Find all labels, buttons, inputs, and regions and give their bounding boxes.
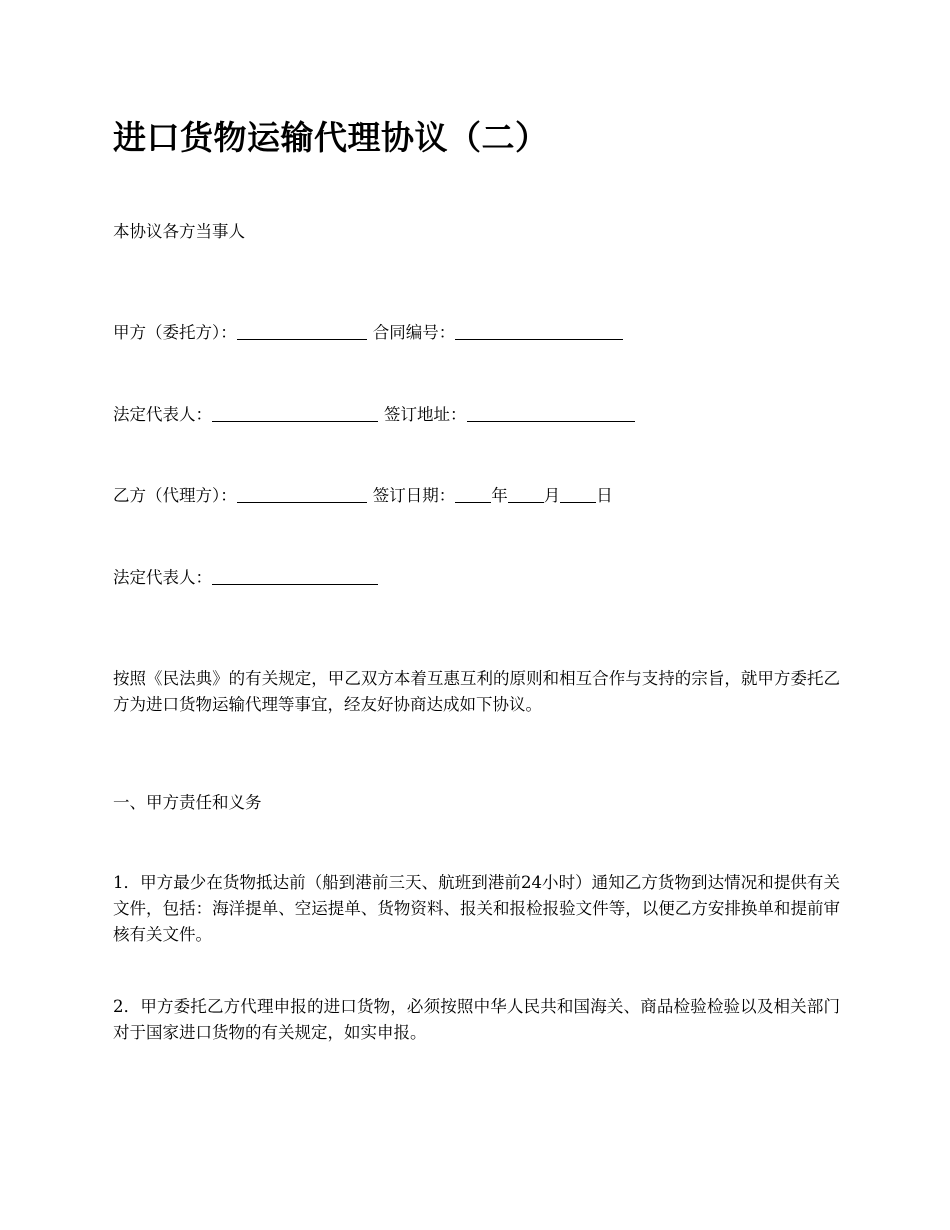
legal-rep-a-blank[interactable] <box>212 404 378 422</box>
contract-no-blank[interactable] <box>455 322 623 340</box>
clause-1-paragraph: 1．甲方最少在货物抵达前（船到港前三天、航班到港前24小时）通知乙方货物到达情况和提供有关文件，包括：海洋提单、空运提单、货物资料、报关和报检报验文件等，以便乙方安排换单和提前审核有关文件。 <box>113 873 840 944</box>
sign-date-label: 签订日期： <box>372 486 456 505</box>
parties-intro: 本协议各方当事人 <box>113 222 245 241</box>
month-label: 月 <box>543 486 561 505</box>
contract-no-label: 合同编号： <box>372 323 456 342</box>
year-label: 年 <box>491 486 508 505</box>
day-blank[interactable] <box>560 485 596 503</box>
party-b-blank[interactable] <box>237 485 367 503</box>
document-title: 进口货物运输代理协议（二） <box>113 118 549 157</box>
month-blank[interactable] <box>508 485 544 503</box>
document-page <box>113 0 840 1230</box>
sign-place-label: 签订地址： <box>384 405 467 424</box>
year-blank[interactable] <box>455 485 491 503</box>
day-label: 日 <box>596 486 613 505</box>
party-a-label: 甲方（委托方）： <box>113 323 237 342</box>
party-b-label: 乙方（代理方）： <box>113 486 237 505</box>
legal-rep-b-blank[interactable] <box>212 567 378 585</box>
party-a-row <box>113 320 623 346</box>
legal-rep-b-row <box>113 565 378 591</box>
legal-rep-a-label: 法定代表人： <box>113 405 212 424</box>
preamble-paragraph: 按照《民法典》的有关规定，甲乙双方本着互惠互利的原则和相互合作与支持的宗旨，就甲方委托乙方为进口货物运输代理等事宜，经友好协商达成如下协议。 <box>113 669 840 714</box>
party-a-blank[interactable] <box>237 322 367 340</box>
sign-place-blank[interactable] <box>467 404 635 422</box>
section-1-heading: 一、甲方责任和义务 <box>113 793 262 812</box>
legal-rep-a-row <box>113 402 635 428</box>
party-b-row <box>113 483 613 509</box>
clause-2-paragraph: 2．甲方委托乙方代理申报的进口货物，必须按照中华人民共和国海关、商品检验检验以及相关部门对于国家进口货物的有关规定，如实申报。 <box>113 997 840 1042</box>
legal-rep-b-label: 法定代表人： <box>113 568 212 587</box>
